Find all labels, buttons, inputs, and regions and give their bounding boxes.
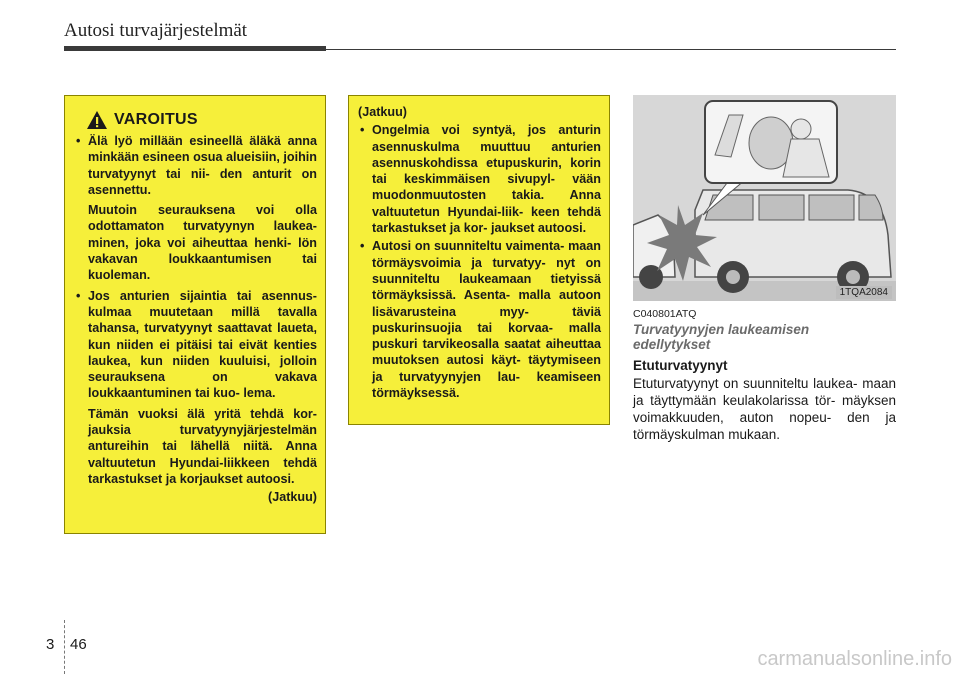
header-title: Autosi turvajärjestelmät	[64, 20, 248, 41]
warning-bullet-text: Älä lyö millään esineellä äläkä anna minkään esineen osua alueisiin, joihin turvatyynyt tai nii- den anturit on asennettu.	[88, 134, 317, 197]
warning-heading	[86, 110, 317, 130]
warning-bullet	[74, 133, 317, 284]
continued-warning-box	[348, 95, 610, 425]
footer-divider	[64, 620, 65, 674]
warning-box	[64, 95, 326, 534]
warning-bullet	[74, 288, 317, 488]
body-paragraph: Etuturvatyynyt on suunniteltu laukea- maan ja täyttymään keulakolarissa tör- mäyksen voimakkuuden, auton nopeu- den ja törmäyskulman mukaan.	[633, 376, 896, 442]
chapter-number: 3	[46, 636, 55, 653]
section-code: C040801ATQ	[633, 308, 697, 320]
warning-triangle-icon	[86, 110, 108, 130]
watermark: carmanualsonline.info	[757, 648, 952, 670]
header-bar	[64, 46, 326, 51]
section-title: Turvatyynyjen laukeamisen edellytykset	[633, 322, 810, 352]
warning-bullet-continuation: Tämän vuoksi älä yritä tehdä kor- jauksia turvatyynyjärjestelmän antureihin tai lähellä niitä. Anna valtuutetun Hyundai-liikkeen tehdä tarkastukset ja korjaukset autoosi.	[88, 406, 317, 486]
continued-label: (Jatkuu)	[268, 490, 317, 505]
warning-title: VAROITUS	[114, 110, 198, 128]
warning-bullet: • Ongelmia voi syntyä, jos anturin asennuskulma muuttuu anturien asennuskohdissa etupuskurin, korin tai keskimmäisen sivupyl- vään muodonmuutosten takia. Anna valtuutetun Hyundai-liik- keen tehdä tarkastukset ja kor- jaukset autoosi.	[358, 122, 601, 236]
continued-top-label: (Jatkuu)	[358, 105, 407, 119]
header-rule	[326, 49, 896, 50]
warning-bullet-text: Jos anturien sijaintia tai asennus- kulmaa muutetaan millä tavalla tahansa, turvatyynyt saattavat laueta, kun niiden ei pitäisi tai eivät kenties laukea, kun niiden kuuluisi, jolloin seurauksena on vakava loukkaantuminen tai kuo- lema.	[88, 288, 317, 401]
warning-bullet: • Autosi on suunniteltu vaimenta- maan törmäysvoimia ja turvatyy- nyt on suunniteltu laukeamaan tietyissä törmäyksissä. Asenta- malla autoon lisävarusteina myy- täviä puskurinsuojia tai korvaa- malla puskuri tarvikeosalla saatat aiheuttaa muutoksen autosi käyt- täytymiseen ja turvatyynyjen lau- keamiseen törmäyksessä.	[358, 238, 601, 401]
collision-scene-image	[633, 95, 896, 301]
page-number: 46	[70, 636, 87, 653]
airbag-deployment-illustration	[633, 95, 896, 301]
figure-code: 1TQA2084	[836, 286, 892, 299]
warning-bullet-continuation: Muutoin seurauksena voi olla odottamaton turvatyynyn laukea- minen, joka voi aiheuttaa henki- lön vakavan loukkaantumisen tai kuoleman.	[88, 203, 317, 283]
subheading: Etuturvatyynyt	[633, 358, 728, 373]
